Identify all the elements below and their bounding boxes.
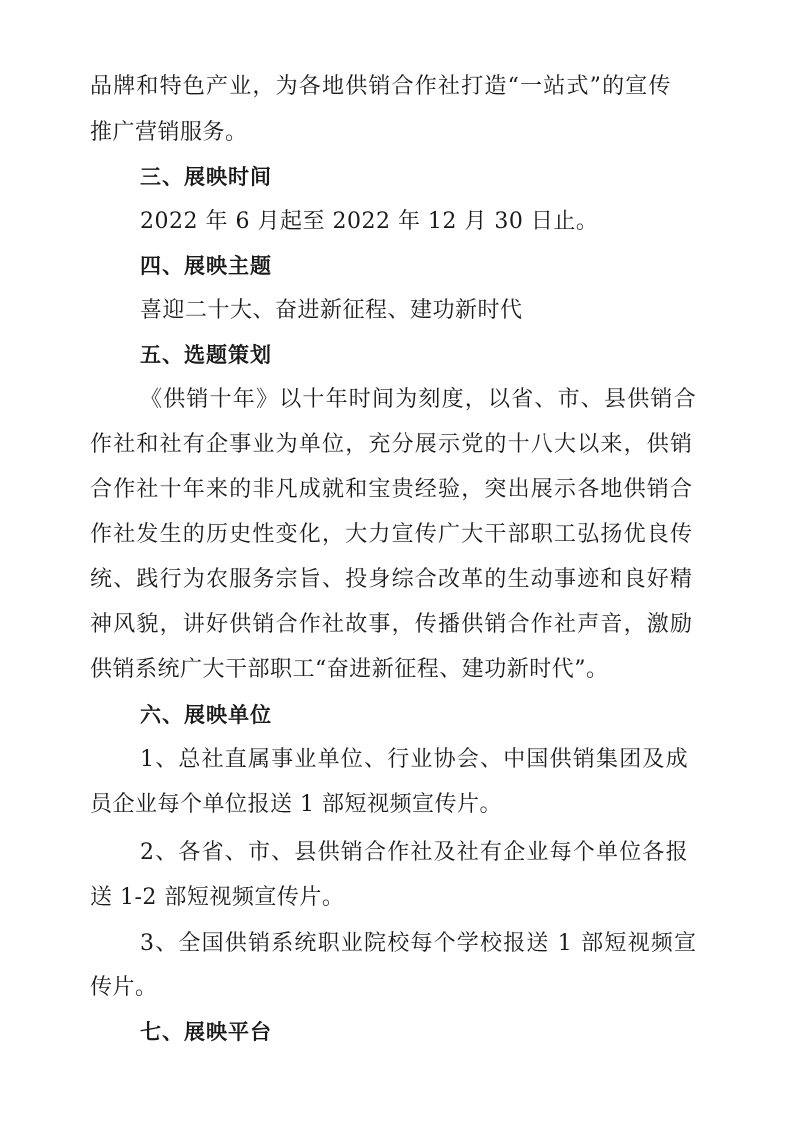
section-5-line-7: 供销系统广大干部职工“奋进新征程、建功新时代”。: [90, 657, 609, 682]
section-4-heading: 四、展映主题: [140, 254, 272, 278]
section-5-line-6: 神风貌，讲好供销合作社故事，传播供销合作社声音，激励: [90, 612, 694, 637]
section-5-line-4: 作社发生的历史性变化，大力宣传广大干部职工弘扬优良传: [90, 522, 694, 547]
section-5-line-3: 合作社十年来的非凡成就和宝贵经验，突出展示各地供销合: [90, 477, 694, 502]
section-6-heading: 六、展映单位: [140, 703, 272, 727]
section-4-text: 喜迎二十大、奋进新征程、建功新时代: [140, 298, 523, 323]
section-6-item-3-line-1: 3、全国供销系统职业院校每个学校报送 1 部短视频宣: [140, 931, 698, 956]
section-5-line-1: 《供销十年》以十年时间为刻度，以省、市、县供销合: [140, 387, 697, 412]
section-6-item-1-line-1: 1、总社直属事业单位、行业协会、中国供销集团及成: [140, 747, 689, 772]
intro-line-2: 推广营销服务。: [90, 120, 248, 145]
section-6-item-1-line-2: 员企业每个单位报送 1 部短视频宣传片。: [90, 792, 502, 817]
section-5-line-5: 统、践行为农服务宗旨、投身综合改革的生动事迹和良好精: [90, 567, 694, 592]
section-3-text: 2022 年 6 月起至 2022 年 12 月 30 日止。: [140, 209, 599, 234]
section-6-item-2-line-1: 2、各省、市、县供销合作社及社有企业每个单位各报: [140, 840, 689, 865]
section-7-heading: 七、展映平台: [140, 1020, 272, 1044]
section-5-line-2: 作社和社有企事业为单位，充分展示党的十八大以来，供销: [90, 432, 694, 457]
section-5-heading: 五、选题策划: [140, 343, 272, 367]
section-6-item-3-line-2: 传片。: [90, 975, 158, 1000]
section-6-item-2-line-2: 送 1-2 部短视频宣传片。: [90, 885, 345, 910]
intro-line-1: 品牌和特色产业，为各地供销合作社打造“一站式”的宣传: [90, 74, 672, 99]
section-3-heading: 三、展映时间: [140, 165, 272, 189]
